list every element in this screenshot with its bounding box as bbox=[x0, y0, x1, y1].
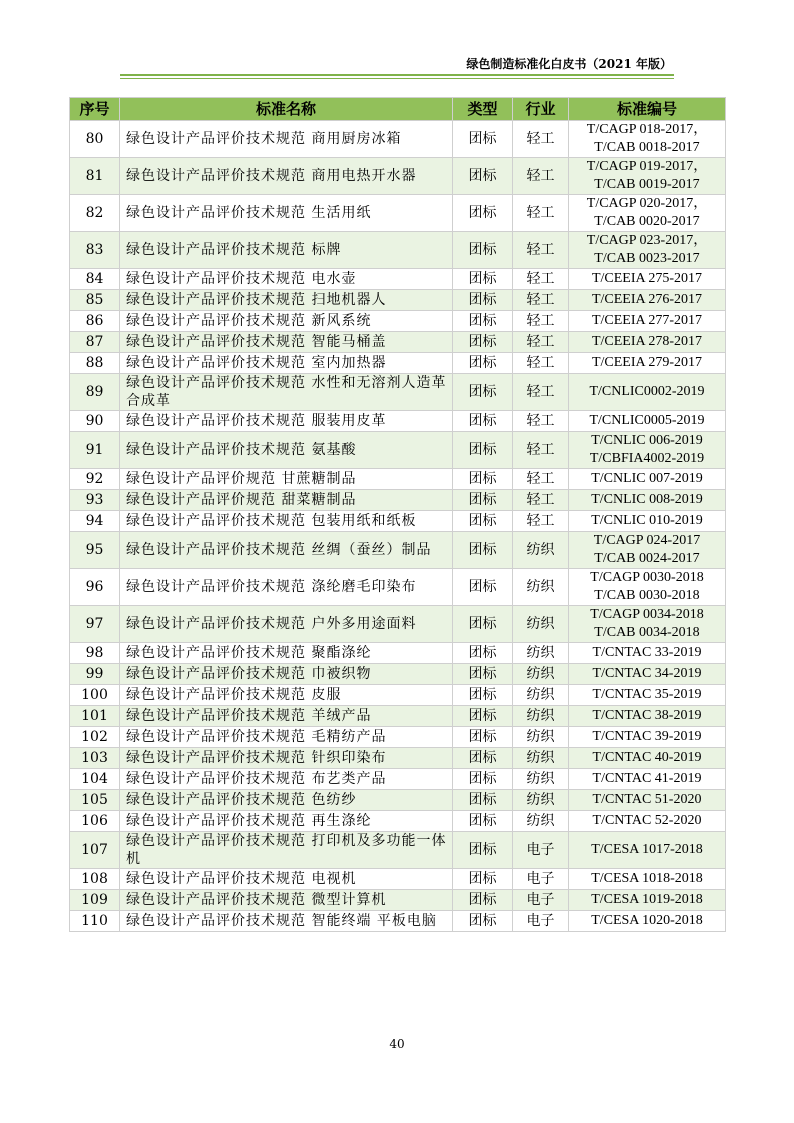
cell-industry: 电子 bbox=[513, 869, 569, 890]
cell-industry: 电子 bbox=[513, 911, 569, 932]
cell-name: 绿色设计产品评价技术规范 羊绒产品 bbox=[120, 706, 453, 727]
table-row bbox=[70, 121, 726, 158]
cell-no: 102 bbox=[70, 727, 120, 748]
cell-type: 团标 bbox=[453, 890, 513, 911]
cell-no: 108 bbox=[70, 869, 120, 890]
cell-industry: 纺织 bbox=[513, 664, 569, 685]
cell-code: T/CNLIC 006-2019 T/CBFIA4002-2019 bbox=[569, 432, 726, 469]
cell-name: 绿色设计产品评价技术规范 色纺纱 bbox=[120, 790, 453, 811]
cell-code: T/CNTAC 52-2020 bbox=[569, 811, 726, 832]
cell-name: 绿色设计产品评价技术规范 巾被织物 bbox=[120, 664, 453, 685]
cell-type: 团标 bbox=[453, 643, 513, 664]
table-row bbox=[70, 532, 726, 569]
cell-industry: 轻工 bbox=[513, 311, 569, 332]
table-row bbox=[70, 664, 726, 685]
cell-code: T/CNTAC 39-2019 bbox=[569, 727, 726, 748]
header-no: 序号 bbox=[70, 98, 120, 121]
cell-name: 绿色设计产品评价技术规范 再生涤纶 bbox=[120, 811, 453, 832]
cell-type: 团标 bbox=[453, 748, 513, 769]
cell-type: 团标 bbox=[453, 353, 513, 374]
cell-code: T/CESA 1017-2018 bbox=[569, 832, 726, 869]
cell-industry: 纺织 bbox=[513, 643, 569, 664]
cell-type: 团标 bbox=[453, 311, 513, 332]
cell-name: 绿色设计产品评价技术规范 生活用纸 bbox=[120, 195, 453, 232]
cell-code: T/CNTAC 35-2019 bbox=[569, 685, 726, 706]
table-row bbox=[70, 469, 726, 490]
cell-no: 104 bbox=[70, 769, 120, 790]
cell-no: 95 bbox=[70, 532, 120, 569]
table-row bbox=[70, 374, 726, 411]
cell-name: 绿色设计产品评价技术规范 微型计算机 bbox=[120, 890, 453, 911]
cell-name: 绿色设计产品评价技术规范 电水壶 bbox=[120, 269, 453, 290]
cell-no: 87 bbox=[70, 332, 120, 353]
table-row bbox=[70, 569, 726, 606]
table-row bbox=[70, 748, 726, 769]
cell-name: 绿色设计产品评价技术规范 布艺类产品 bbox=[120, 769, 453, 790]
cell-type: 团标 bbox=[453, 158, 513, 195]
cell-type: 团标 bbox=[453, 911, 513, 932]
cell-code: T/CAGP 0030-2018 T/CAB 0030-2018 bbox=[569, 569, 726, 606]
table-row bbox=[70, 685, 726, 706]
cell-no: 81 bbox=[70, 158, 120, 195]
cell-type: 团标 bbox=[453, 195, 513, 232]
cell-industry: 轻工 bbox=[513, 511, 569, 532]
table-header-row bbox=[70, 98, 726, 121]
cell-name: 绿色设计产品评价技术规范 商用电热开水器 bbox=[120, 158, 453, 195]
cell-type: 团标 bbox=[453, 432, 513, 469]
cell-type: 团标 bbox=[453, 332, 513, 353]
table-row bbox=[70, 269, 726, 290]
cell-name: 绿色设计产品评价技术规范 室内加热器 bbox=[120, 353, 453, 374]
cell-type: 团标 bbox=[453, 664, 513, 685]
cell-code: T/CEEIA 276-2017 bbox=[569, 290, 726, 311]
header-type: 类型 bbox=[453, 98, 513, 121]
cell-name: 绿色设计产品评价规范 甘蔗糖制品 bbox=[120, 469, 453, 490]
cell-type: 团标 bbox=[453, 269, 513, 290]
cell-code: T/CNLIC 010-2019 bbox=[569, 511, 726, 532]
cell-no: 84 bbox=[70, 269, 120, 290]
table-row bbox=[70, 811, 726, 832]
cell-no: 103 bbox=[70, 748, 120, 769]
cell-industry: 轻工 bbox=[513, 469, 569, 490]
cell-industry: 轻工 bbox=[513, 353, 569, 374]
cell-code: T/CAGP 024-2017 T/CAB 0024-2017 bbox=[569, 532, 726, 569]
cell-name: 绿色设计产品评价技术规范 毛精纺产品 bbox=[120, 727, 453, 748]
cell-type: 团标 bbox=[453, 832, 513, 869]
cell-name: 绿色设计产品评价技术规范 新风系统 bbox=[120, 311, 453, 332]
cell-name: 绿色设计产品评价技术规范 电视机 bbox=[120, 869, 453, 890]
cell-no: 105 bbox=[70, 790, 120, 811]
cell-no: 86 bbox=[70, 311, 120, 332]
cell-name: 绿色设计产品评价技术规范 户外多用途面料 bbox=[120, 606, 453, 643]
cell-no: 109 bbox=[70, 890, 120, 911]
table-row bbox=[70, 643, 726, 664]
cell-no: 101 bbox=[70, 706, 120, 727]
cell-name: 绿色设计产品评价技术规范 水性和无溶剂人造革合成革 bbox=[120, 374, 453, 411]
table-row bbox=[70, 195, 726, 232]
table-row bbox=[70, 606, 726, 643]
cell-industry: 轻工 bbox=[513, 374, 569, 411]
cell-industry: 纺织 bbox=[513, 748, 569, 769]
cell-no: 94 bbox=[70, 511, 120, 532]
cell-type: 团标 bbox=[453, 290, 513, 311]
cell-industry: 轻工 bbox=[513, 332, 569, 353]
cell-type: 团标 bbox=[453, 469, 513, 490]
cell-code: T/CEEIA 279-2017 bbox=[569, 353, 726, 374]
cell-no: 82 bbox=[70, 195, 120, 232]
cell-type: 团标 bbox=[453, 490, 513, 511]
table-row bbox=[70, 158, 726, 195]
cell-type: 团标 bbox=[453, 606, 513, 643]
cell-name: 绿色设计产品评价技术规范 智能马桶盖 bbox=[120, 332, 453, 353]
cell-code: T/CNTAC 34-2019 bbox=[569, 664, 726, 685]
cell-industry: 轻工 bbox=[513, 490, 569, 511]
cell-type: 团标 bbox=[453, 532, 513, 569]
cell-no: 88 bbox=[70, 353, 120, 374]
cell-type: 团标 bbox=[453, 769, 513, 790]
cell-no: 93 bbox=[70, 490, 120, 511]
cell-code: T/CNTAC 38-2019 bbox=[569, 706, 726, 727]
cell-industry: 轻工 bbox=[513, 232, 569, 269]
table-row bbox=[70, 353, 726, 374]
cell-name: 绿色设计产品评价技术规范 商用厨房冰箱 bbox=[120, 121, 453, 158]
cell-industry: 轻工 bbox=[513, 269, 569, 290]
cell-type: 团标 bbox=[453, 706, 513, 727]
cell-code: T/CESA 1020-2018 bbox=[569, 911, 726, 932]
cell-name: 绿色设计产品评价技术规范 涤纶磨毛印染布 bbox=[120, 569, 453, 606]
table-row bbox=[70, 232, 726, 269]
cell-code: T/CNLIC0002-2019 bbox=[569, 374, 726, 411]
cell-name: 绿色设计产品评价技术规范 标牌 bbox=[120, 232, 453, 269]
cell-type: 团标 bbox=[453, 790, 513, 811]
cell-no: 90 bbox=[70, 411, 120, 432]
cell-industry: 轻工 bbox=[513, 158, 569, 195]
cell-industry: 轻工 bbox=[513, 411, 569, 432]
header-rule bbox=[120, 74, 674, 76]
cell-type: 团标 bbox=[453, 511, 513, 532]
cell-industry: 纺织 bbox=[513, 790, 569, 811]
standards-table bbox=[69, 97, 726, 932]
cell-code: T/CEEIA 277-2017 bbox=[569, 311, 726, 332]
cell-code: T/CAGP 020-2017， T/CAB 0020-2017 bbox=[569, 195, 726, 232]
cell-no: 91 bbox=[70, 432, 120, 469]
cell-type: 团标 bbox=[453, 411, 513, 432]
header-code: 标准编号 bbox=[569, 98, 726, 121]
table-row bbox=[70, 432, 726, 469]
cell-type: 团标 bbox=[453, 569, 513, 606]
cell-industry: 轻工 bbox=[513, 432, 569, 469]
cell-code: T/CEEIA 275-2017 bbox=[569, 269, 726, 290]
cell-industry: 电子 bbox=[513, 890, 569, 911]
cell-no: 85 bbox=[70, 290, 120, 311]
cell-code: T/CESA 1019-2018 bbox=[569, 890, 726, 911]
cell-code: T/CNLIC 008-2019 bbox=[569, 490, 726, 511]
cell-name: 绿色设计产品评价技术规范 聚酯涤纶 bbox=[120, 643, 453, 664]
cell-industry: 纺织 bbox=[513, 685, 569, 706]
cell-no: 80 bbox=[70, 121, 120, 158]
cell-no: 98 bbox=[70, 643, 120, 664]
cell-code: T/CAGP 018-2017， T/CAB 0018-2017 bbox=[569, 121, 726, 158]
cell-industry: 纺织 bbox=[513, 727, 569, 748]
cell-code: T/CNLIC 007-2019 bbox=[569, 469, 726, 490]
cell-industry: 纺织 bbox=[513, 606, 569, 643]
cell-industry: 纺织 bbox=[513, 706, 569, 727]
cell-type: 团标 bbox=[453, 374, 513, 411]
cell-industry: 电子 bbox=[513, 832, 569, 869]
cell-type: 团标 bbox=[453, 727, 513, 748]
cell-no: 97 bbox=[70, 606, 120, 643]
cell-no: 89 bbox=[70, 374, 120, 411]
cell-name: 绿色设计产品评价技术规范 丝绸（蚕丝）制品 bbox=[120, 532, 453, 569]
cell-type: 团标 bbox=[453, 232, 513, 269]
cell-code: T/CESA 1018-2018 bbox=[569, 869, 726, 890]
cell-code: T/CNTAC 40-2019 bbox=[569, 748, 726, 769]
cell-no: 100 bbox=[70, 685, 120, 706]
cell-name: 绿色设计产品评价规范 甜菜糖制品 bbox=[120, 490, 453, 511]
table-row bbox=[70, 790, 726, 811]
table-row bbox=[70, 290, 726, 311]
cell-industry: 轻工 bbox=[513, 290, 569, 311]
table-row bbox=[70, 490, 726, 511]
cell-name: 绿色设计产品评价技术规范 皮服 bbox=[120, 685, 453, 706]
cell-code: T/CEEIA 278-2017 bbox=[569, 332, 726, 353]
table-row bbox=[70, 411, 726, 432]
table-row bbox=[70, 727, 726, 748]
cell-code: T/CAGP 023-2017， T/CAB 0023-2017 bbox=[569, 232, 726, 269]
cell-industry: 纺织 bbox=[513, 532, 569, 569]
header-industry: 行业 bbox=[513, 98, 569, 121]
cell-type: 团标 bbox=[453, 685, 513, 706]
cell-industry: 纺织 bbox=[513, 769, 569, 790]
cell-name: 绿色设计产品评价技术规范 氨基酸 bbox=[120, 432, 453, 469]
table-row bbox=[70, 511, 726, 532]
page-number: 40 bbox=[389, 1037, 405, 1051]
cell-code: T/CNTAC 51-2020 bbox=[569, 790, 726, 811]
cell-type: 团标 bbox=[453, 811, 513, 832]
cell-name: 绿色设计产品评价技术规范 打印机及多功能一体机 bbox=[120, 832, 453, 869]
cell-code: T/CAGP 0034-2018 T/CAB 0034-2018 bbox=[569, 606, 726, 643]
table-row bbox=[70, 832, 726, 869]
table-row bbox=[70, 332, 726, 353]
cell-type: 团标 bbox=[453, 869, 513, 890]
cell-code: T/CAGP 019-2017， T/CAB 0019-2017 bbox=[569, 158, 726, 195]
cell-industry: 纺织 bbox=[513, 569, 569, 606]
cell-name: 绿色设计产品评价技术规范 智能终端 平板电脑 bbox=[120, 911, 453, 932]
cell-name: 绿色设计产品评价技术规范 扫地机器人 bbox=[120, 290, 453, 311]
table-row bbox=[70, 706, 726, 727]
cell-no: 110 bbox=[70, 911, 120, 932]
cell-name: 绿色设计产品评价技术规范 包装用纸和纸板 bbox=[120, 511, 453, 532]
table-row bbox=[70, 311, 726, 332]
table-row bbox=[70, 890, 726, 911]
cell-industry: 纺织 bbox=[513, 811, 569, 832]
header-rule-thin bbox=[120, 78, 674, 79]
table-row bbox=[70, 869, 726, 890]
cell-no: 99 bbox=[70, 664, 120, 685]
cell-name: 绿色设计产品评价技术规范 服装用皮革 bbox=[120, 411, 453, 432]
cell-no: 96 bbox=[70, 569, 120, 606]
running-header: 绿色制造标准化白皮书（2021 年版） bbox=[466, 57, 672, 71]
cell-industry: 轻工 bbox=[513, 195, 569, 232]
cell-no: 83 bbox=[70, 232, 120, 269]
cell-name: 绿色设计产品评价技术规范 针织印染布 bbox=[120, 748, 453, 769]
cell-no: 106 bbox=[70, 811, 120, 832]
cell-no: 107 bbox=[70, 832, 120, 869]
cell-no: 92 bbox=[70, 469, 120, 490]
cell-code: T/CNTAC 33-2019 bbox=[569, 643, 726, 664]
cell-industry: 轻工 bbox=[513, 121, 569, 158]
table-row bbox=[70, 769, 726, 790]
table-row bbox=[70, 911, 726, 932]
cell-code: T/CNLIC0005-2019 bbox=[569, 411, 726, 432]
header-name: 标准名称 bbox=[120, 98, 453, 121]
cell-type: 团标 bbox=[453, 121, 513, 158]
cell-code: T/CNTAC 41-2019 bbox=[569, 769, 726, 790]
